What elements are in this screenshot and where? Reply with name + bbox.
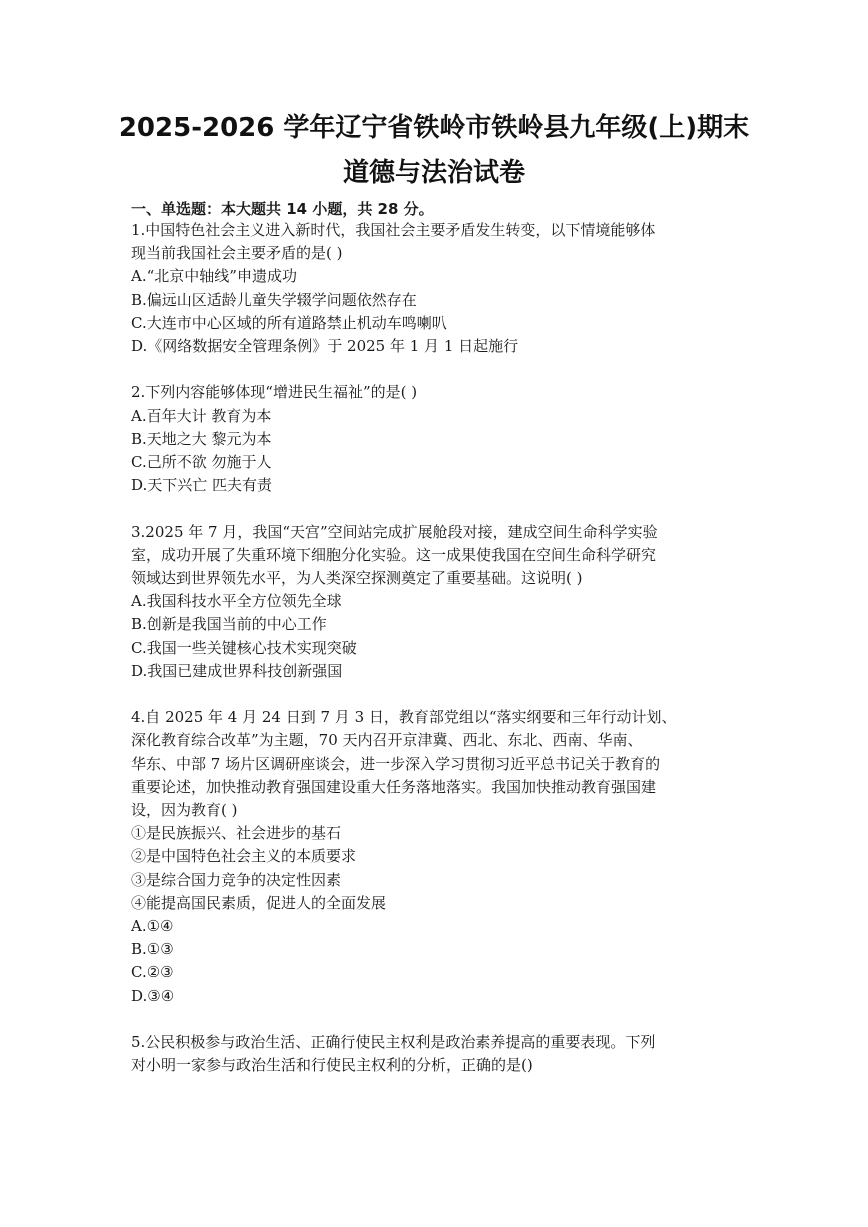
question-2 <box>131 381 751 497</box>
question-1 <box>131 219 751 358</box>
statement-item: ④能提高国民素质，促进人的全面发展 <box>131 893 387 912</box>
answer-option: D.天下兴亡 匹夫有责 <box>131 476 273 495</box>
answer-option: C.大连市中心区域的所有道路禁止机动车鸣喇叭 <box>131 313 447 332</box>
question-stem-line: 5.公民积极参与政治生活、正确行使民主权利是政治素养提高的重要表现。下列 <box>131 1033 656 1052</box>
question-4 <box>131 706 751 1008</box>
answer-option: B.偏远山区适龄儿童失学辍学问题依然存在 <box>131 290 417 309</box>
statement-item: ②是中国特色社会主义的本质要求 <box>131 847 357 866</box>
question-stem-line: 华东、中部 7 场片区调研座谈会，进一步深入学习贯彻习近平总书记关于教育的 <box>131 754 661 773</box>
question-stem-line: 4.自 2025 年 4 月 24 日到 7 月 3 日，教育部党组以“落实纲要和三年行动计划、 <box>131 708 677 727</box>
answer-option: A.“北京中轴线”申遗成功 <box>131 267 297 286</box>
question-3 <box>131 521 751 683</box>
exam-title-line-2: 道德与法治试卷 <box>342 158 525 188</box>
question-stem-line: 对小明一家参与政治生活和行使民主权利的分析，正确的是() <box>131 1056 533 1075</box>
answer-option: C.己所不欲 勿施于人 <box>131 453 272 472</box>
answer-option: D.我国已建成世界科技创新强国 <box>131 661 343 680</box>
question-stem-line: 现当前我国社会主要矛盾的是( ) <box>131 244 343 263</box>
answer-option: B.①③ <box>131 940 174 959</box>
answer-option: C.我国一些关键核心技术实现突破 <box>131 638 357 657</box>
answer-option: B.天地之大 黎元为本 <box>131 429 272 448</box>
question-stem-line: 3.2025 年 7 月，我国“天宫”空间站完成扩展舱段对接，建成空间生命科学实验 <box>131 522 658 541</box>
answer-option: D.③④ <box>131 986 175 1005</box>
question-stem-line: 设，因为教育( ) <box>131 801 238 820</box>
answer-option: A.①④ <box>131 917 174 936</box>
question-stem-line: 2.下列内容能够体现“增进民生福祉”的是( ) <box>131 383 418 402</box>
question-5 <box>131 1031 751 1077</box>
exam-title-line-1: 2025-2026 学年辽宁省铁岭市铁岭县九年级(上)期末 <box>118 113 750 143</box>
statement-item: ①是民族振兴、社会进步的基石 <box>131 824 342 843</box>
question-stem-line: 室，成功开展了失重环境下细胞分化实验。这一成果使我国在空间生命科学研究 <box>131 545 657 564</box>
question-stem-line: 深化教育综合改革”为主题，70 天内召开京津冀、西北、东北、西南、华南、 <box>131 731 643 750</box>
answer-option: C.②③ <box>131 963 174 982</box>
question-list <box>131 219 751 1101</box>
section-heading: 一、单选题：本大题共 14 小题，共 28 分。 <box>131 200 434 218</box>
answer-option: B.创新是我国当前的中心工作 <box>131 615 327 634</box>
question-stem-line: 1.中国特色社会主义进入新时代，我国社会主要矛盾发生转变，以下情境能够体 <box>131 221 656 239</box>
answer-option: D.《网络数据安全管理条例》于 2025 年 1 月 1 日起施行 <box>131 337 519 356</box>
answer-option: A.百年大计 教育为本 <box>131 406 272 425</box>
question-stem-line: 领域达到世界领先水平，为人类深空探测奠定了重要基础。这说明( ) <box>131 569 583 588</box>
question-stem-line: 重要论述，加快推动教育强国建设重大任务落地落实。我国加快推动教育强国建 <box>131 777 657 796</box>
statement-item: ③是综合国力竞争的决定性因素 <box>131 870 342 889</box>
answer-option: A.我国科技水平全方位领先全球 <box>131 592 342 611</box>
